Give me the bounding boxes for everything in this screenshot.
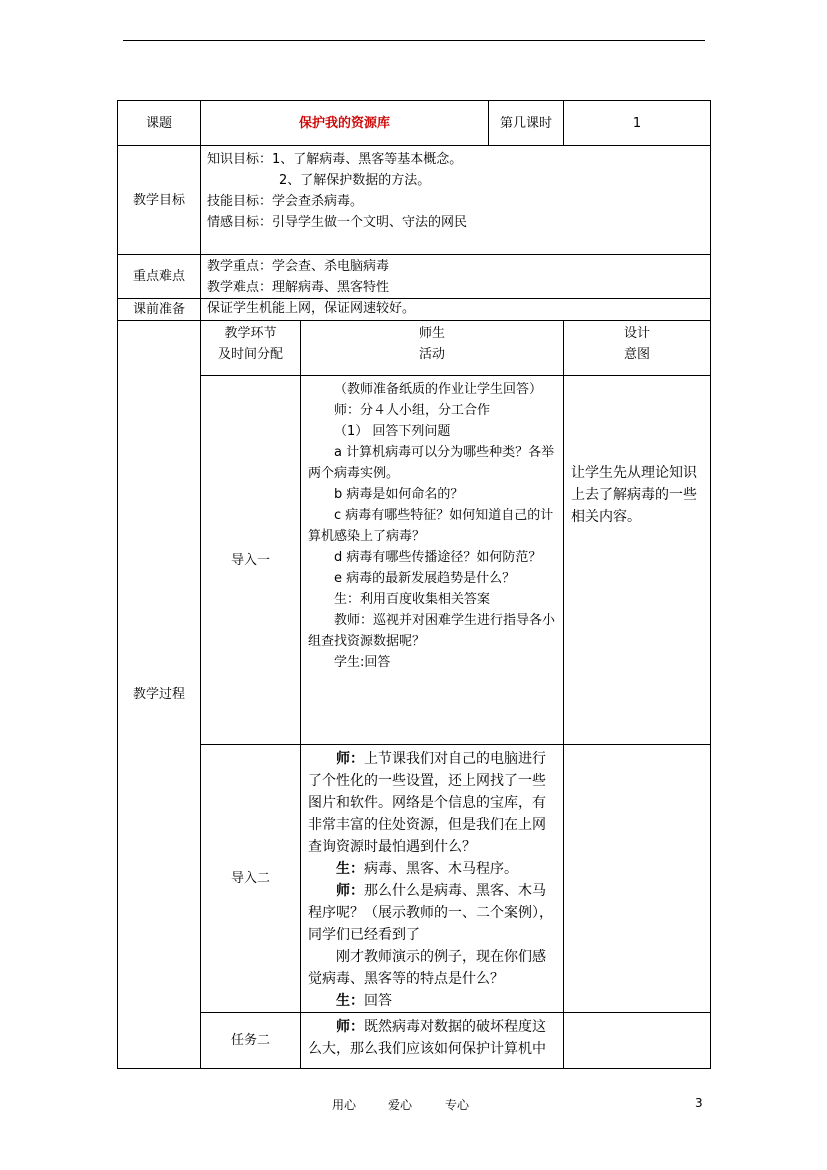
activity-paragraph xyxy=(308,1016,556,1060)
prep-row xyxy=(118,299,711,321)
speaker-label: 师： xyxy=(336,751,364,767)
keypoint-line: 教学难点：理解病毒、黑客特性 xyxy=(207,280,390,295)
activity-cell xyxy=(301,1013,564,1069)
col-header-line: 教学环节 xyxy=(224,326,277,341)
goal-line: 技能目标：学会查杀病毒。 xyxy=(207,194,364,209)
activity-line: 师：分４人小组，分工合作 xyxy=(334,403,491,418)
goal-line: 2、了解保护数据的方法。 xyxy=(279,173,431,188)
goal-line: 情感目标：引导学生做一个文明、守法的网民 xyxy=(207,215,468,230)
activity-line: （教师准备纸质的作业让学生回答） xyxy=(334,382,543,397)
activity-line: 学生:回答 xyxy=(334,655,391,670)
process-header-row xyxy=(118,321,711,376)
col-header-line: 及时间分配 xyxy=(217,347,283,362)
col-header-stage xyxy=(201,321,301,376)
design-cell: 让学生先从理论知识上去了解病毒的一些相关内容。 xyxy=(564,376,711,745)
design-cell xyxy=(564,1013,711,1069)
col-header-line: 设计 xyxy=(624,326,651,341)
header-rule xyxy=(123,40,705,41)
speech-text: 回答 xyxy=(364,993,392,1009)
topic-row xyxy=(118,101,711,146)
activity-paragraph xyxy=(308,858,556,880)
stage-cell: 导入二 xyxy=(201,745,301,1013)
activity-paragraph xyxy=(308,990,556,1012)
goals-row xyxy=(118,146,711,255)
activity-paragraph xyxy=(308,880,556,946)
design-cell xyxy=(564,745,711,1013)
prep-content: 保证学生机能上网，保证网速较好。 xyxy=(201,299,711,321)
keypoint-line: 教学重点：学会查、杀电脑病毒 xyxy=(207,259,390,274)
speaker-label: 师： xyxy=(336,883,364,899)
col-header-line: 活动 xyxy=(419,347,446,362)
stage-row-intro-one xyxy=(118,376,711,745)
activity-line: a 计算机病毒可以分为哪些种类？各举两个病毒实例。 xyxy=(308,445,555,481)
prep-label: 课前准备 xyxy=(118,299,201,321)
activity-line: 生：利用百度收集相关答案 xyxy=(334,592,491,607)
period-label: 第几课时 xyxy=(489,101,564,146)
topic-title: 保护我的资源库 xyxy=(201,101,489,146)
topic-label: 课题 xyxy=(118,101,201,146)
goals-label: 教学目标 xyxy=(118,146,201,255)
speech-text: 既然病毒对数据的破坏程度这么大，那么我们应该如何保护计算机中 xyxy=(308,1019,546,1057)
stage-row-task-two xyxy=(118,1013,711,1069)
page-number: 3 xyxy=(695,1096,703,1110)
speech-text: 上节课我们对自己的电脑进行了个性化的一些设置，还上网找了一些图片和软件。网络是个信息的宝库，有非常丰富的住处资源，但是我们在上网查询资源时最怕遇到什么？ xyxy=(308,751,546,855)
speaker-label: 生： xyxy=(336,993,364,1009)
col-header-activity xyxy=(301,321,564,376)
activity-line: （1） 回答下列问题 xyxy=(334,424,451,439)
activity-cell xyxy=(301,745,564,1013)
footer-word: 专心 xyxy=(445,1098,470,1112)
process-label: 教学过程 xyxy=(118,321,201,1069)
activity-line: 教师：巡视并对困难学生进行指导各小组查找资源数据呢？ xyxy=(308,613,556,649)
goal-line: 知识目标：1、了解病毒、黑客等基本概念。 xyxy=(207,152,463,167)
activity-line: e 病毒的最新发展趋势是什么？ xyxy=(334,571,516,586)
footer-word: 爱心 xyxy=(388,1098,413,1112)
activity-paragraph xyxy=(308,946,556,990)
speech-text: 刚才教师演示的例子，现在你们感觉病毒、黑客等的特点是什么？ xyxy=(308,949,546,987)
stage-cell: 任务二 xyxy=(201,1013,301,1069)
col-header-line: 意图 xyxy=(624,347,651,362)
activity-cell xyxy=(301,376,564,745)
keypoints-label: 重点难点 xyxy=(118,255,201,299)
activity-line: b 病毒是如何命名的？ xyxy=(334,487,464,502)
speech-text: 那么什么是病毒、黑客、木马程序呢？（展示教师的一、二个案例），同学们已经看到了 xyxy=(308,883,553,943)
speaker-label: 师： xyxy=(336,1019,364,1035)
keypoints-content xyxy=(201,255,711,299)
activity-line: c 病毒有哪些特征？如何知道自己的计算机感染上了病毒？ xyxy=(308,508,554,544)
lesson-plan-table xyxy=(117,100,711,1069)
activity-paragraph xyxy=(308,748,556,858)
period-value: 1 xyxy=(564,101,711,146)
speech-text: 病毒、黑客、木马程序。 xyxy=(364,861,518,877)
activity-line: d 病毒有哪些传播途径？如何防范？ xyxy=(334,550,542,565)
stage-row-intro-two xyxy=(118,745,711,1013)
speaker-label: 生： xyxy=(336,861,364,877)
col-header-design xyxy=(564,321,711,376)
col-header-line: 师生 xyxy=(419,326,446,341)
stage-cell: 导入一 xyxy=(201,376,301,745)
goals-content xyxy=(201,146,711,255)
keypoints-row xyxy=(118,255,711,299)
footer-word: 用心 xyxy=(332,1098,357,1112)
